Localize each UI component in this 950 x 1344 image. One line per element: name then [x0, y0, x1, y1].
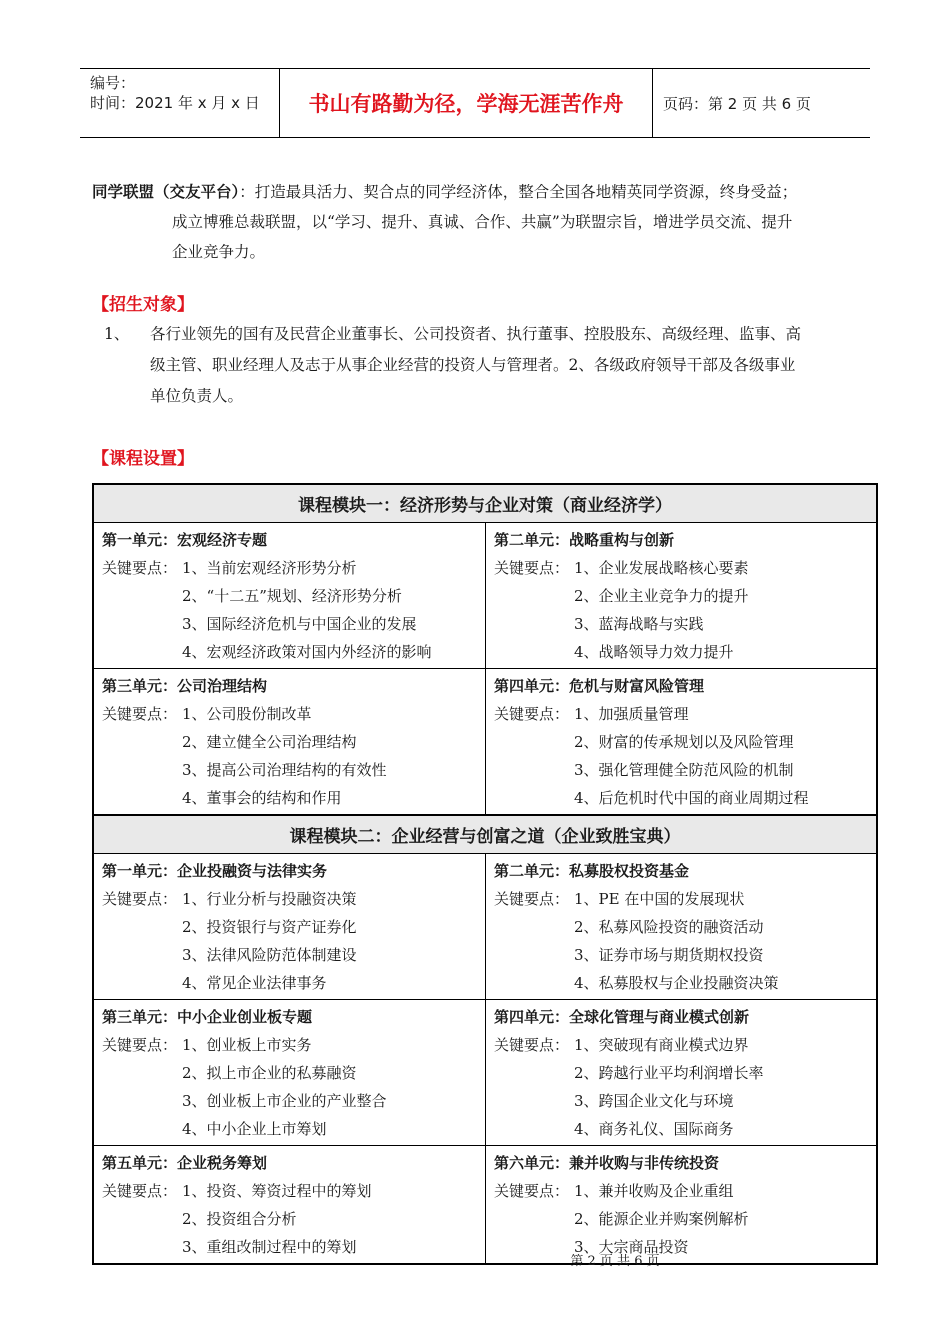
- key-point: 1、公司股份制改革: [182, 705, 312, 723]
- key-points-label: 关键要点：: [494, 1182, 570, 1200]
- unit-title: 第四单元：全球化管理与商业模式创新: [494, 1008, 750, 1026]
- key-point: 3、证券市场与期货期权投资: [574, 946, 764, 964]
- key-point: 3、法律风险防范体制建设: [182, 946, 357, 964]
- key-point: 2、投资组合分析: [182, 1210, 297, 1228]
- key-point: 3、提高公司治理结构的有效性: [182, 761, 387, 779]
- module-1-row-2: [94, 669, 876, 814]
- key-point: 2、投资银行与资产证券化: [182, 918, 357, 936]
- unit-cell: [94, 854, 485, 999]
- key-point: 2、私募风险投资的融资活动: [574, 918, 764, 936]
- key-points-label: 关键要点：: [494, 705, 570, 723]
- module-2-row-1: [94, 854, 876, 1000]
- page-footer: 第 2 页 共 6 页: [570, 1254, 660, 1269]
- alumni-line-2: 成立博雅总裁联盟，以“学习、提升、真诚、合作、共赢”为联盟宗旨，增进学员交流、提升: [172, 213, 793, 231]
- key-point: 3、国际经济危机与中国企业的发展: [182, 615, 417, 633]
- key-points-label: 关键要点：: [102, 705, 178, 723]
- alumni-text-1: ：打造最具活力、契合点的同学经济体，整合全国各地精英同学资源，终身受益；: [239, 183, 798, 201]
- number-label: 编号：: [90, 74, 136, 92]
- key-points-label: 关键要点：: [102, 1036, 178, 1054]
- key-point: 2、企业主业竞争力的提升: [574, 587, 749, 605]
- unit-cell: [94, 1000, 485, 1145]
- key-point: 1、创业板上市实务: [182, 1036, 312, 1054]
- unit-cell: [485, 669, 876, 814]
- key-point: 1、兼并收购及企业重组: [574, 1182, 734, 1200]
- unit-cell: [485, 1000, 876, 1145]
- key-point: 4、商务礼仪、国际商务: [574, 1120, 734, 1138]
- unit-title: 第四单元：危机与财富风险管理: [494, 677, 705, 695]
- alumni-title: 同学联盟（交友平台）: [92, 182, 240, 201]
- key-points-label: 关键要点：: [494, 559, 570, 577]
- module-2-title: 课程模块二：企业经营与创富之道（企业致胜宝典）: [94, 814, 876, 854]
- key-point: 4、中小企业上市筹划: [182, 1120, 327, 1138]
- key-point: 1、加强质量管理: [574, 705, 689, 723]
- unit-cell: [94, 1146, 485, 1263]
- key-point: 3、大宗商品投资: [574, 1238, 689, 1256]
- module-2-row-2: [94, 1000, 876, 1146]
- header-page-code: 页码：第 2 页 共 6 页: [663, 94, 811, 113]
- key-point: 4、董事会的结构和作用: [182, 789, 342, 807]
- header-meta: [80, 69, 280, 137]
- module-1-row-1: [94, 523, 876, 669]
- key-point: 2、建立健全公司治理结构: [182, 733, 357, 751]
- key-point: 3、强化管理健全防范风险的机制: [574, 761, 794, 779]
- key-point: 3、蓝海战略与实践: [574, 615, 704, 633]
- unit-cell: [94, 523, 485, 668]
- key-point: 4、战略领导力效力提升: [574, 643, 734, 661]
- unit-title: 第三单元：中小企业创业板专题: [102, 1008, 313, 1026]
- unit-title: 第二单元：私募股权投资基金: [494, 862, 690, 880]
- key-point: 1、行业分析与投融资决策: [182, 890, 357, 908]
- alumni-line-1: [92, 180, 797, 202]
- alumni-line-3: 企业竞争力。: [172, 243, 266, 261]
- enrollment-line-2: 级主管、职业经理人及志于从事企业经营的投资人与管理者。2、各级政府领导干部及各级事业: [150, 356, 796, 374]
- time-label: 时间：2021 年 x 月 x 日: [90, 94, 260, 112]
- key-point: 4、宏观经济政策对国内外经济的影响: [182, 643, 432, 661]
- key-point: 3、创业板上市企业的产业整合: [182, 1092, 387, 1110]
- unit-cell: [485, 523, 876, 668]
- unit-cell: [94, 669, 485, 814]
- page-header: [80, 68, 870, 138]
- key-point: 2、财富的传承规划以及风险管理: [574, 733, 794, 751]
- unit-title: 第六单元：兼并收购与非传统投资: [494, 1154, 720, 1172]
- key-point: 1、企业发展战略核心要素: [574, 559, 749, 577]
- key-point: 1、突破现有商业模式边界: [574, 1036, 749, 1054]
- course-heading: 【课程设置】: [92, 449, 194, 469]
- key-points-label: 关键要点：: [494, 890, 570, 908]
- key-point: 1、投资、筹资过程中的筹划: [182, 1182, 372, 1200]
- key-points-label: 关键要点：: [102, 890, 178, 908]
- enrollment-heading: 【招生对象】: [92, 295, 194, 315]
- key-point: 2、“十二五”规划、经济形势分析: [182, 587, 402, 605]
- key-points-label: 关键要点：: [102, 559, 178, 577]
- unit-cell: [485, 854, 876, 999]
- module-1-title: 课程模块一：经济形势与企业对策（商业经济学）: [94, 485, 876, 523]
- key-point: 2、跨越行业平均利润增长率: [574, 1064, 764, 1082]
- key-point: 2、能源企业并购案例解析: [574, 1210, 749, 1228]
- unit-title: 第三单元：公司治理结构: [102, 677, 268, 695]
- enrollment-number: 1、: [104, 325, 130, 343]
- key-point: 4、私募股权与企业投融资决策: [574, 974, 779, 992]
- key-point: 3、重组改制过程中的筹划: [182, 1238, 357, 1256]
- key-point: 1、当前宏观经济形势分析: [182, 559, 357, 577]
- key-point: 2、拟上市企业的私募融资: [182, 1064, 357, 1082]
- header-motto: 书山有路勤为径，学海无涯苦作舟: [280, 69, 653, 137]
- unit-cell: [485, 1146, 876, 1263]
- course-table: [92, 483, 878, 1265]
- unit-title: 第一单元：宏观经济专题: [102, 531, 268, 549]
- key-points-label: 关键要点：: [102, 1182, 178, 1200]
- key-point: 3、跨国企业文化与环境: [574, 1092, 734, 1110]
- unit-title: 第二单元：战略重构与创新: [494, 531, 675, 549]
- key-point: 1、PE 在中国的发展现状: [574, 890, 745, 908]
- enrollment-line-1: 各行业领先的国有及民营企业董事长、公司投资者、执行董事、控股股东、高级经理、监事、高: [150, 325, 802, 343]
- module-2-row-3: [94, 1146, 876, 1263]
- unit-title: 第一单元：企业投融资与法律实务: [102, 862, 328, 880]
- key-point: 4、后危机时代中国的商业周期过程: [574, 789, 809, 807]
- unit-title: 第五单元：企业税务筹划: [102, 1154, 268, 1172]
- key-points-label: 关键要点：: [494, 1036, 570, 1054]
- enrollment-line-3: 单位负责人。: [150, 387, 244, 405]
- key-point: 4、常见企业法律事务: [182, 974, 327, 992]
